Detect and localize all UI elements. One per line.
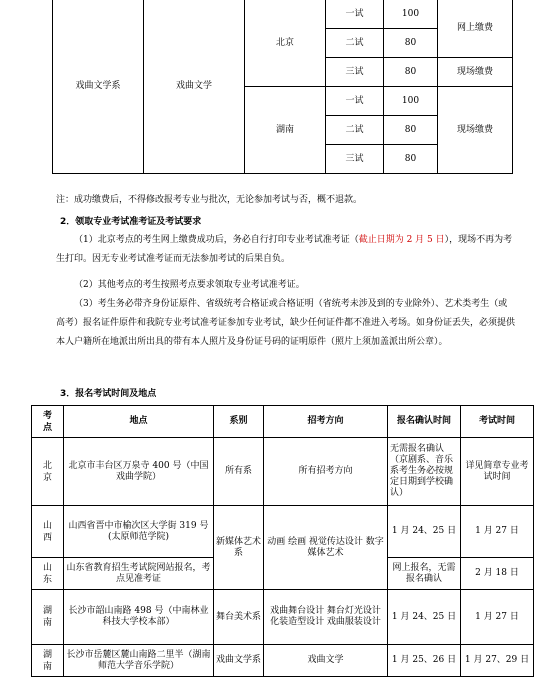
fee-round: 三试 <box>326 58 384 87</box>
fee-amount: 100 <box>384 0 438 29</box>
fee-major: 戏曲文学 <box>144 0 245 174</box>
section2-paragraph-2: （2）其他考点的考生按照考点要求领取专业考试准考证。 <box>74 280 305 290</box>
deadline-highlight: 截止日期为 2 月 5 日 <box>358 235 445 245</box>
exam-schedule-table <box>31 405 534 677</box>
fee-method: 现场缴费 <box>438 58 513 87</box>
fee-dept: 戏曲文学系 <box>53 0 144 174</box>
refund-note: 注：成功缴费后，不得修改报考专业与批次，无论参加考试与否，概不退款。 <box>56 195 363 205</box>
table-row: 山西 山西省晋中市榆次区大学街 319 号(太原师范学院) 新媒体艺术系 动画 绘画 视觉传达设计 数字媒体艺术 1 月 24、25 日 1 月 27 日 <box>32 506 534 558</box>
header-direction: 招考方向 <box>264 406 388 438</box>
fee-round: 一试 <box>326 87 384 116</box>
fee-round: 二试 <box>326 116 384 145</box>
section2-paragraph-1: （1）北京考点的考生网上缴费成功后，务必自行打印专业考试准考证（截止日期为 2 月 5 日），现场不再为考生打印。因无专业考试准考证而无法参加考试的后果自负。 <box>56 235 513 264</box>
table-row: 湖南 长沙市韶山南路 498 号（中南林业科技大学校本部） 舞台美术系 戏曲舞台设计 舞台灯光设计 化装造型设计 戏曲服装设计 1 月 24、25 日 1 月 27 日 <box>32 590 534 645</box>
fee-amount: 80 <box>384 145 438 174</box>
fee-amount: 80 <box>384 29 438 58</box>
fee-region-hunan: 湖南 <box>245 87 326 174</box>
fee-amount: 100 <box>384 87 438 116</box>
fee-amount: 80 <box>384 58 438 87</box>
header-confirm: 报名确认时间 <box>388 406 461 438</box>
fee-round: 二试 <box>326 29 384 58</box>
header-dept: 系别 <box>214 406 264 438</box>
section2-title: 2．领取专业考试准考证及考试要求 <box>60 217 202 227</box>
header-region: 考点 <box>32 406 64 438</box>
table-row: 北京 北京市丰台区万泉寺 400 号（中国戏曲学院） 所有系 所有招考方向 无需报名确认（京剧系、音乐系考生务必按规定日期到学校确认） 详见简章专业考试时间 <box>32 438 534 506</box>
table-row: 山东 山东省教育招生考试院网站报名，考点见准考证 网上报名，无需报名确认 2 月 18 日 <box>32 558 534 590</box>
fee-round: 三试 <box>326 145 384 174</box>
header-place: 地点 <box>64 406 214 438</box>
table-row: 湖南 长沙市岳麓区麓山南路二里半（湖南师范大学音乐学院） 戏曲文学系 戏曲文学 1 月 25、26 日 1 月 27、29 日 <box>32 645 534 677</box>
fee-table <box>52 0 513 174</box>
fee-round: 一试 <box>326 0 384 29</box>
header-time: 考试时间 <box>461 406 534 438</box>
fee-method: 现场缴费 <box>438 87 513 174</box>
section3-title: 3．报名考试时间及地点 <box>60 389 157 399</box>
fee-region-beijing: 北京 <box>245 0 326 87</box>
fee-method: 网上缴费 <box>438 0 513 58</box>
section2-paragraph-3: （3）考生务必带齐身份证原件、省级统考合格证或合格证明（省统考未涉及到的专业除外）、艺术类考生（或高考）报名证件原件和我院专业考试准考证参加专业考试，缺少任何证件都不准进入考场。如身份证丢失，必须提供本人户籍所在地派出所出具的带有本人照片及身份证号码的证明原件（照片上须加盖派出所公章）。 <box>56 299 516 347</box>
fee-amount: 80 <box>384 116 438 145</box>
